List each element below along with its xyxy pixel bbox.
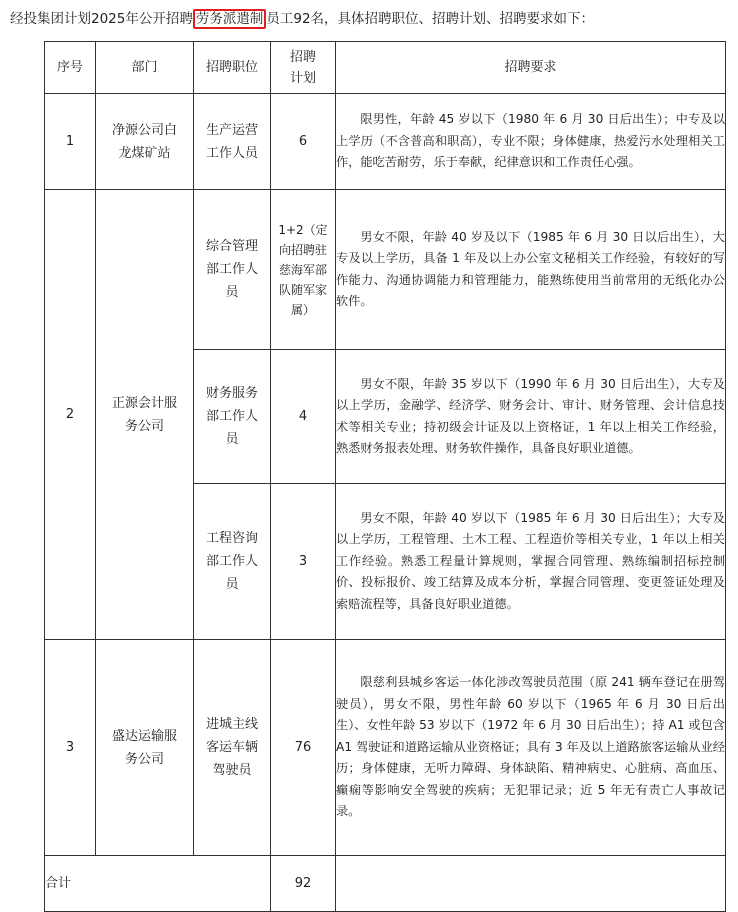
requirement-cell: 男女不限，年龄 35 岁以下（1990 年 6 月 30 日后出生），大专及以上学历，金融学、经济学、财务会计、审计、财务管理、会计信息技术等相关专业；持初级会计证及以上资格证，1 年以上相关工作经验，熟悉财务报表处理、财务软件操作，具备良好职业道德。 [336,350,726,484]
plan-cell: 6 [271,94,336,190]
header-dept: 部门 [96,42,194,94]
total-empty-cell [336,856,726,912]
seq-cell: 2 [45,190,96,640]
intro-text-before: 经投集团计划2025年公开招聘 [10,11,193,27]
dept-cell: 正源会计服务公司 [96,190,194,640]
header-position: 招聘职位 [194,42,271,94]
total-value: 92 [271,856,336,912]
total-row [45,856,726,912]
position-cell: 工程咨询部工作人员 [194,484,271,640]
table-row [45,640,726,856]
table-row [45,94,726,190]
header-requirement: 招聘要求 [336,42,726,94]
highlighted-term: 劳务派遣制 [193,9,267,29]
position-cell: 生产运营工作人员 [194,94,271,190]
plan-cell: 1+2（定向招聘驻慈海军部队随军家属） [271,190,336,350]
plan-cell: 3 [271,484,336,640]
header-seq: 序号 [45,42,96,94]
dept-cell: 盛达运输服务公司 [96,640,194,856]
requirement-cell: 男女不限，年龄 40 岁及以下（1985 年 6 月 30 日以后出生），大专及以上学历，具备 1 年及以上办公室文秘相关工作经验，有较好的写作能力、沟通协调能力和管理能力，能熟练使用当前常用的无纸化办公软件。 [336,190,726,350]
plan-cell: 4 [271,350,336,484]
header-plan: 招聘计划 [271,42,336,94]
intro-text-after: 员工92名，具体招聘职位、招聘计划、招聘要求如下： [266,11,595,27]
dept-cell: 净源公司白龙煤矿站 [96,94,194,190]
intro-paragraph [10,6,735,32]
recruitment-table [44,41,726,912]
plan-cell: 76 [271,640,336,856]
position-cell: 财务服务部工作人员 [194,350,271,484]
requirement-cell: 限慈利县城乡客运一体化涉改驾驶员范围（原 241 辆车登记在册驾驶员），男女不限，男性年龄 60 岁以下（1965 年 6 月 30 日后出生）、女性年龄 53 岁以下（1972 年 6 月 30 日后出生）；持 A1 或包含 A1 驾驶证和道路运输从业资格证；具有 3 年及以上道路旅客运输从业经历；身体健康，无听力障碍、身体缺陷、精神病史、心脏病、高血压、癫痫等影响安全驾驶的疾病；无犯罪记录；近 5 年无有责亡人事故记录。 [336,640,726,856]
header-row [45,42,726,94]
position-cell: 进城主线客运车辆驾驶员 [194,640,271,856]
requirement-cell: 男女不限，年龄 40 岁以下（1985 年 6 月 30 日后出生）；大专及以上学历，工程管理、土木工程、工程造价等相关专业，1 年以上相关工作经验。熟悉工程量计算规则，掌握合同管理、熟练编制招标控制价、投标报价、竣工结算及成本分析，掌握合同管理、变更签证处理及索赔流程等，具备良好职业道德。 [336,484,726,640]
seq-cell: 1 [45,94,96,190]
total-label: 合计 [45,856,271,912]
requirement-cell: 限男性，年龄 45 岁以下（1980 年 6 月 30 日后出生）；中专及以上学历（不含普高和职高），专业不限；身体健康，热爱污水处理相关工作，能吃苦耐劳，乐于奉献，纪律意识和工作责任心强。 [336,94,726,190]
table-row [45,190,726,350]
seq-cell: 3 [45,640,96,856]
position-cell: 综合管理部工作人员 [194,190,271,350]
